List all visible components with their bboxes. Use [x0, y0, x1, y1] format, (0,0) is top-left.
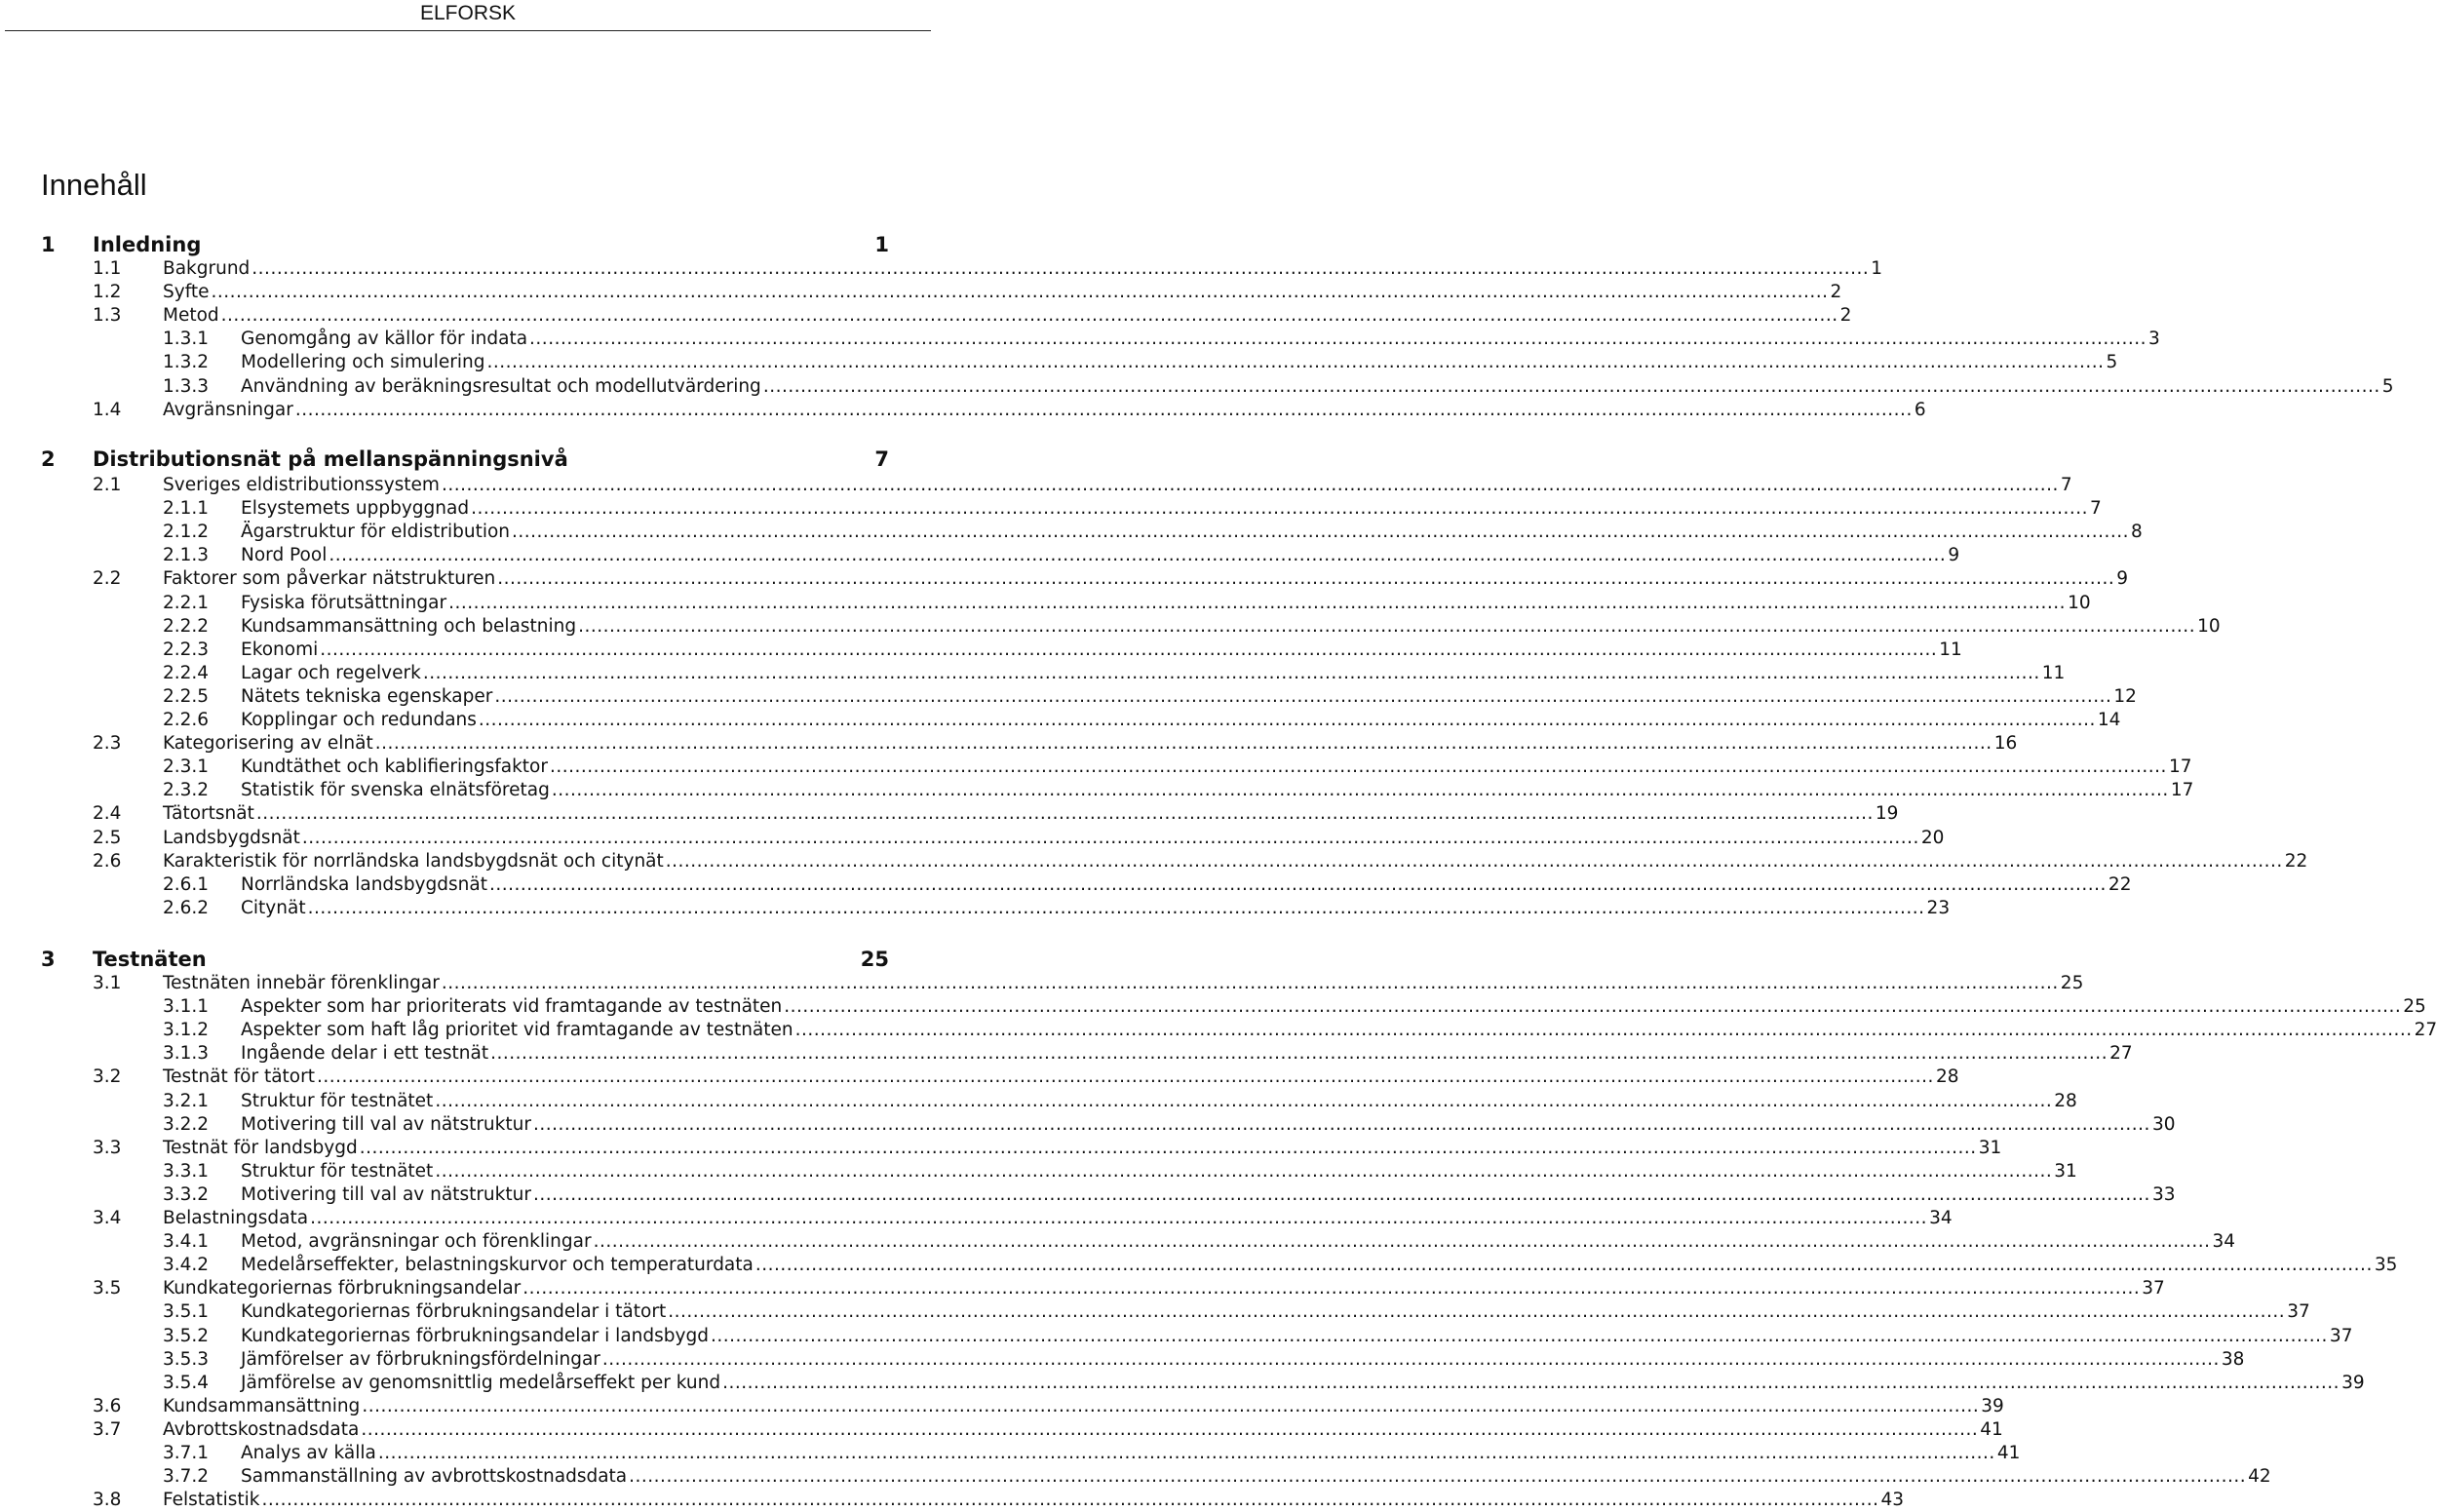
toc-entry-title: Användning av beräkningsresultat och modellutvärdering — [241, 375, 761, 397]
toc-entry[interactable] — [0, 756, 2192, 779]
toc-entry-page: 22 — [2284, 850, 2308, 872]
toc-entry[interactable] — [0, 1465, 2271, 1489]
toc-entry-title: Motivering till val av nätstruktur — [241, 1113, 531, 1135]
toc-entry[interactable] — [0, 1325, 2353, 1348]
toc-entry-page: 37 — [2329, 1325, 2353, 1346]
toc-entry[interactable] — [0, 1207, 1953, 1230]
dot-leader: .................................................................................................................................................................................................................................................................... — [251, 258, 1870, 279]
toc-entry[interactable] — [0, 639, 1962, 662]
toc-entry-number: 3.3 — [93, 1137, 122, 1158]
toc-entry-page: 41 — [1996, 1443, 2021, 1463]
dot-leader: .................................................................................................................................................................................................................................................................... — [377, 1443, 1995, 1463]
toc-entry-number: 3.3.1 — [163, 1160, 210, 1182]
toc-entry-page: 34 — [1929, 1208, 1953, 1228]
toc-entry-page: 25 — [2060, 973, 2084, 993]
toc-entry-number: 2.2.3 — [163, 639, 210, 660]
toc-entry-page: 6 — [1914, 399, 1926, 420]
toc-entry-number: 3.1.3 — [163, 1043, 210, 1065]
toc-entry-title: Metod, avgränsningar och förenklingar — [241, 1231, 592, 1253]
toc-entry-number: 3.1 — [93, 973, 122, 993]
toc-entry-page: 33 — [2151, 1183, 2176, 1205]
dot-leader: .................................................................................................................................................................................................................................................................... — [665, 850, 2283, 872]
dot-leader: .................................................................................................................................................................................................................................................................... — [261, 1490, 1879, 1511]
toc-entry[interactable] — [0, 328, 2160, 351]
toc-entry-title: Nord Pool — [241, 545, 328, 566]
toc-entry-page: 17 — [2168, 756, 2192, 778]
toc-entry[interactable] — [0, 399, 1926, 422]
dot-leader: .................................................................................................................................................................................................................................................................... — [362, 1395, 1980, 1416]
toc-entry-title: Jämförelse av genomsnittlig medelårseffekt per kund — [241, 1372, 721, 1393]
toc-entry-number: 1.1 — [93, 258, 122, 279]
toc-entry[interactable] — [0, 497, 2102, 521]
toc-entry-number: 2.1 — [93, 475, 122, 495]
toc-entry-page: 5 — [2381, 375, 2394, 397]
toc-entry-number: 2.2.6 — [163, 710, 210, 730]
toc-entry[interactable] — [0, 827, 1945, 850]
toc-entry-title: Elsystemets uppbyggnad — [241, 498, 470, 520]
toc-entry-title: Citynät — [241, 897, 306, 918]
toc-entry-page: 39 — [2341, 1372, 2365, 1393]
toc-entry[interactable] — [0, 1113, 2176, 1137]
toc-entry-number: 2.4 — [93, 803, 122, 825]
toc-entry-title: Ingående delar i ett testnät — [241, 1043, 489, 1065]
toc-entry-title: Lagar och regelverk — [241, 662, 421, 683]
toc-entry-title: Fysiska förutsättningar — [241, 592, 447, 613]
toc-entry-number: 3.7 — [93, 1418, 122, 1440]
toc-entry-page: 7 — [874, 447, 889, 471]
toc-entry-page: 19 — [1875, 803, 1899, 825]
toc-entry-number: 3.7.2 — [163, 1466, 210, 1488]
dot-leader: .................................................................................................................................................................................................................................................................... — [316, 1066, 1934, 1088]
dot-leader: .................................................................................................................................................................................................................................................................... — [532, 1113, 2150, 1135]
toc-entry-number: 1.3.1 — [163, 329, 210, 350]
toc-entry[interactable] — [0, 873, 2132, 897]
toc-entry[interactable] — [0, 592, 2091, 615]
toc-entry-page: 28 — [2054, 1090, 2077, 1111]
dot-leader: .................................................................................................................................................................................................................................................................... — [441, 973, 2059, 993]
toc-entry[interactable] — [0, 1066, 1959, 1089]
dot-leader: .................................................................................................................................................................................................................................................................... — [593, 1231, 2211, 1253]
dot-leader: .................................................................................................................................................................................................................................................................... — [784, 996, 2402, 1018]
dot-leader: .................................................................................................................................................................................................................................................................... — [601, 1348, 2220, 1370]
toc-entry-title: Genomgång av källor för indata — [241, 329, 528, 350]
toc-entry[interactable] — [0, 709, 2121, 732]
toc-entry-page: 1 — [874, 233, 889, 256]
toc-entry[interactable] — [0, 615, 2221, 639]
toc-entry[interactable] — [0, 1230, 2236, 1254]
dot-leader: .................................................................................................................................................................................................................................................................... — [494, 685, 2112, 707]
dot-leader: .................................................................................................................................................................................................................................................................... — [668, 1301, 2286, 1323]
toc-entry-title: Nätets tekniska egenskaper — [241, 685, 493, 707]
toc-entry-title: Kundsammansättning och belastning — [241, 615, 577, 637]
dot-leader: .................................................................................................................................................................................................................................................................... — [551, 780, 2169, 801]
dot-leader: .................................................................................................................................................................................................................................................................... — [754, 1255, 2373, 1276]
toc-entry[interactable] — [0, 567, 2129, 591]
toc-entry-title: Felstatistik — [163, 1490, 260, 1511]
toc-entry-number: 3.5 — [93, 1278, 122, 1299]
toc-entry[interactable] — [0, 351, 2118, 374]
dot-leader: .................................................................................................................................................................................................................................................................... — [301, 827, 1919, 848]
toc-entry-title: Motivering till val av nätstruktur — [241, 1183, 531, 1205]
toc-entry-number: 2.3.2 — [163, 780, 210, 801]
toc-entry[interactable] — [0, 1090, 2077, 1113]
toc-entry-page: 34 — [2212, 1231, 2236, 1253]
toc-entry-number: 3.8 — [93, 1490, 122, 1511]
dot-leader: .................................................................................................................................................................................................................................................................... — [578, 615, 2196, 637]
toc-entry[interactable] — [0, 1042, 2133, 1066]
toc-entry-page: 27 — [2414, 1020, 2437, 1041]
toc-entry-title: Bakgrund — [163, 258, 251, 279]
toc-entry-title: Struktur för testnätet — [241, 1090, 434, 1111]
toc-entry-number: 2.2.5 — [163, 685, 210, 707]
toc-entry-number: 3.5.4 — [163, 1372, 210, 1393]
toc-entry-title: Metod — [163, 305, 219, 327]
toc-entry-title: Testnät för tätort — [163, 1066, 315, 1088]
toc-entry[interactable] — [0, 1300, 2310, 1324]
dot-leader: .................................................................................................................................................................................................................................................................... — [532, 1183, 2150, 1205]
toc-entry-number: 1.4 — [93, 399, 122, 420]
dot-leader: .................................................................................................................................................................................................................................................................... — [441, 475, 2059, 495]
dot-leader: .................................................................................................................................................................................................................................................................... — [307, 897, 1925, 918]
toc-entry[interactable] — [0, 1395, 2004, 1418]
toc-entry-title: Testnät för landsbygd — [163, 1137, 358, 1158]
toc-entry-title: Syfte — [163, 282, 210, 303]
toc-entry-number: 2.1.1 — [163, 498, 210, 520]
dot-leader: .................................................................................................................................................................................................................................................................... — [490, 1043, 2108, 1065]
toc-entry-number: 3.2 — [93, 1066, 122, 1088]
dot-leader: .................................................................................................................................................................................................................................................................... — [529, 329, 2147, 350]
toc-entry-page: 9 — [1948, 545, 1960, 566]
dot-leader: .................................................................................................................................................................................................................................................................... — [478, 710, 2096, 730]
toc-entry-title: Sveriges eldistributionssystem — [163, 475, 440, 495]
toc-entry-title: Distributionsnät på mellanspänningsnivå — [93, 447, 568, 471]
dot-leader: .................................................................................................................................................................................................................................................................... — [448, 592, 2067, 613]
toc-entry-number: 3.2.1 — [163, 1090, 210, 1111]
dot-leader: .................................................................................................................................................................................................................................................................... — [320, 639, 1938, 660]
toc-entry-title: Kundkategoriernas förbrukningsandelar — [163, 1278, 522, 1299]
toc-entry[interactable] — [0, 1254, 2398, 1277]
toc-entry[interactable] — [0, 662, 2066, 685]
toc-entry-title: Norrländska landsbygdsnät — [241, 873, 487, 895]
toc-entry-title: Avbrottskostnadsdata — [163, 1418, 360, 1440]
toc-entry[interactable] — [0, 1277, 2165, 1300]
dot-leader: .................................................................................................................................................................................................................................................................... — [310, 1208, 1928, 1228]
toc-entry[interactable] — [0, 897, 1951, 920]
toc-entry-number: 3.5.1 — [163, 1301, 210, 1323]
toc-entry-title: Ägarstruktur för eldistribution — [241, 522, 511, 543]
toc-entry[interactable] — [0, 1442, 2021, 1465]
dot-leader: .................................................................................................................................................................................................................................................................... — [762, 375, 2380, 397]
toc-entry-page: 11 — [1939, 639, 1962, 660]
toc-entry-title: Testnäten — [93, 948, 207, 971]
toc-entry-number: 3.3.2 — [163, 1183, 210, 1205]
toc-entry-title: Belastningsdata — [163, 1208, 309, 1228]
dot-leader: .................................................................................................................................................................................................................................................................... — [422, 662, 2040, 683]
toc-entry-number: 3.4 — [93, 1208, 122, 1228]
toc-entry-title: Kundkategoriernas förbrukningsandelar i tätort — [241, 1301, 667, 1323]
toc-entry-title: Kundtäthet och kablifieringsfaktor — [241, 756, 548, 778]
toc-entry-page: 16 — [1993, 733, 2018, 755]
toc-entry-page: 1 — [1871, 258, 1883, 279]
toc-title: Innehåll — [41, 168, 147, 202]
toc-entry-title: Aspekter som haft låg prioritet vid framtagande av testnäten — [241, 1020, 793, 1041]
dot-leader: .................................................................................................................................................................................................................................................................... — [794, 1020, 2413, 1041]
toc-entry-page: 39 — [1981, 1395, 2004, 1416]
toc-entry-page: 8 — [2130, 522, 2143, 543]
toc-entry-number: 3.1.2 — [163, 1020, 210, 1041]
toc-entry-title: Jämförelser av förbrukningsfördelningar — [241, 1348, 600, 1370]
toc-entry-title: Karakteristik för norrländska landsbygdsnät och citynät — [163, 850, 664, 872]
toc-entry[interactable] — [0, 1137, 2002, 1160]
dot-leader: .................................................................................................................................................................................................................................................................... — [522, 1278, 2141, 1299]
toc-entry-page: 23 — [1926, 897, 1951, 918]
toc-entry-title: Testnäten innebär förenklingar — [163, 973, 440, 993]
toc-entry[interactable] — [0, 685, 2137, 709]
toc-entry[interactable] — [0, 850, 2308, 873]
toc-entry-page: 7 — [2090, 498, 2102, 520]
dot-leader: .................................................................................................................................................................................................................................................................... — [722, 1372, 2340, 1393]
toc-entry-number: 2 — [41, 447, 56, 471]
toc-entry-number: 3.7.1 — [163, 1443, 210, 1463]
running-header: ELFORSK — [419, 2, 517, 24]
toc-entry[interactable] — [0, 1183, 2176, 1207]
dot-leader: .................................................................................................................................................................................................................................................................... — [211, 282, 1829, 303]
toc-entry-title: Statistik för svenska elnätsföretag — [241, 780, 550, 801]
toc-entry-number: 3 — [41, 948, 56, 971]
dot-leader: .................................................................................................................................................................................................................................................................... — [710, 1325, 2328, 1346]
toc-entry-page: 5 — [2106, 352, 2118, 373]
toc-entry[interactable] — [0, 474, 2072, 497]
toc-entry-title: Kundsammansättning — [163, 1395, 361, 1416]
toc-entry[interactable] — [0, 257, 1883, 281]
dot-leader: .................................................................................................................................................................................................................................................................... — [512, 522, 2129, 543]
toc-entry-number: 2.3.1 — [163, 756, 210, 778]
toc-entry-title: Landsbygdsnät — [163, 827, 300, 848]
toc-entry-page: 30 — [2151, 1113, 2176, 1135]
toc-entry-title: Analys av källa — [241, 1443, 376, 1463]
toc-entry-title: Kopplingar och redundans — [241, 710, 477, 730]
toc-entry[interactable] — [0, 1019, 2437, 1042]
toc-entry-page: 37 — [2142, 1278, 2165, 1299]
toc-entry-page: 2 — [1839, 305, 1852, 327]
toc-entry[interactable] — [0, 995, 2426, 1019]
toc-entry-number: 3.5.2 — [163, 1325, 210, 1346]
toc-entry-number: 2.1.3 — [163, 545, 210, 566]
toc-entry[interactable] — [0, 779, 2194, 802]
toc-entry-page: 20 — [1920, 827, 1945, 848]
toc-entry-page: 3 — [2148, 329, 2160, 350]
toc-entry-number: 2.6.2 — [163, 897, 210, 918]
dot-leader: .................................................................................................................................................................................................................................................................... — [497, 568, 2115, 590]
dot-leader: .................................................................................................................................................................................................................................................................... — [435, 1090, 2053, 1111]
toc-entry-page: 27 — [2109, 1043, 2133, 1065]
toc-entry-number: 2.2.1 — [163, 592, 210, 613]
toc-entry-page: 17 — [2170, 780, 2194, 801]
dot-leader: .................................................................................................................................................................................................................................................................... — [486, 352, 2105, 373]
toc-entry-number: 3.4.1 — [163, 1231, 210, 1253]
toc-entry[interactable] — [0, 972, 2084, 995]
toc-entry-number: 3.1.1 — [163, 996, 210, 1018]
toc-entry-page: 11 — [2041, 662, 2066, 683]
dot-leader: .................................................................................................................................................................................................................................................................... — [361, 1418, 1979, 1440]
dot-leader: .................................................................................................................................................................................................................................................................... — [374, 733, 1992, 755]
toc-entry-number: 2.6 — [93, 850, 122, 872]
toc-entry[interactable] — [0, 375, 2394, 399]
toc-entry-title: Aspekter som har prioriterats vid framtagande av testnäten — [241, 996, 783, 1018]
toc-entry-page: 10 — [2197, 615, 2221, 637]
toc-entry-number: 1.3 — [93, 305, 122, 327]
toc-entry-page: 41 — [1980, 1418, 2003, 1440]
toc-entry-page: 7 — [2060, 475, 2072, 495]
toc-entry-number: 2.6.1 — [163, 873, 210, 895]
toc-entry-number: 3.2.2 — [163, 1113, 210, 1135]
dot-leader: .................................................................................................................................................................................................................................................................... — [549, 756, 2167, 778]
dot-leader: .................................................................................................................................................................................................................................................................... — [629, 1466, 2247, 1488]
toc-entry-title: Tätortsnät — [163, 803, 254, 825]
dot-leader: .................................................................................................................................................................................................................................................................... — [435, 1160, 2053, 1182]
dot-leader: .................................................................................................................................................................................................................................................................... — [359, 1137, 1977, 1158]
dot-leader: .................................................................................................................................................................................................................................................................... — [294, 399, 1913, 420]
toc-entry-number: 2.2.2 — [163, 615, 210, 637]
toc-entry-page: 2 — [1830, 282, 1842, 303]
toc-entry-number: 2.3 — [93, 733, 122, 755]
toc-entry-page: 22 — [2108, 873, 2132, 895]
toc-entry-title: Ekonomi — [241, 639, 319, 660]
toc-entry[interactable] — [0, 233, 936, 256]
toc-entry[interactable] — [0, 1418, 2003, 1442]
toc-entry-page: 10 — [2068, 592, 2091, 613]
toc-entry-page: 42 — [2248, 1466, 2271, 1488]
dot-leader: .................................................................................................................................................................................................................................................................... — [220, 305, 1838, 327]
toc-entry-page: 31 — [1978, 1137, 2002, 1158]
toc-entry-page: 37 — [2287, 1301, 2310, 1323]
toc-entry[interactable] — [0, 948, 936, 971]
toc-entry[interactable] — [0, 447, 936, 471]
toc-entry-number: 2.1.2 — [163, 522, 210, 543]
toc-entry-page: 25 — [860, 948, 889, 971]
toc-entry-title: Sammanställning av avbrottskostnadsdata — [241, 1466, 628, 1488]
toc-entry[interactable] — [0, 281, 1842, 304]
toc-entry-number: 2.2.4 — [163, 662, 210, 683]
toc-entry[interactable] — [0, 732, 2018, 756]
toc-entry-page: 14 — [2097, 710, 2121, 730]
toc-entry-number: 1 — [41, 233, 56, 256]
toc-entry[interactable] — [0, 1372, 2365, 1395]
toc-entry-number: 2.5 — [93, 827, 122, 848]
toc-entry-title: Struktur för testnätet — [241, 1160, 434, 1182]
toc-entry-number: 1.3.2 — [163, 352, 210, 373]
toc-entry-number: 1.3.3 — [163, 375, 210, 397]
toc-entry[interactable] — [0, 521, 2143, 544]
toc-entry-number: 1.2 — [93, 282, 122, 303]
dot-leader: .................................................................................................................................................................................................................................................................... — [471, 498, 2089, 520]
toc-entry-page: 12 — [2113, 685, 2137, 707]
toc-entry[interactable] — [0, 802, 1899, 826]
toc-entry-title: Faktorer som påverkar nätstrukturen — [163, 568, 496, 590]
toc-entry[interactable] — [0, 1489, 1905, 1512]
toc-entry-title: Kundkategoriernas förbrukningsandelar i landsbygd — [241, 1325, 709, 1346]
toc-entry[interactable] — [0, 304, 1852, 328]
toc-entry-title: Avgränsningar — [163, 399, 293, 420]
dot-leader: .................................................................................................................................................................................................................................................................... — [488, 873, 2107, 895]
toc-entry-number: 3.6 — [93, 1395, 122, 1416]
toc-entry-page: 31 — [2054, 1160, 2077, 1182]
toc-entry-title: Medelårseffekter, belastningskurvor och temperaturdata — [241, 1255, 754, 1276]
toc-entry-title: Modellering och simulering — [241, 352, 485, 373]
toc-entry-page: 38 — [2221, 1348, 2245, 1370]
toc-entry-page: 35 — [2374, 1255, 2398, 1276]
toc-entry-page: 25 — [2403, 996, 2426, 1018]
toc-entry-page: 28 — [1935, 1066, 1959, 1088]
toc-entry[interactable] — [0, 544, 1960, 567]
toc-entry-title: Inledning — [93, 233, 202, 256]
dot-leader: .................................................................................................................................................................................................................................................................... — [255, 803, 1874, 825]
toc-entry-number: 3.4.2 — [163, 1255, 210, 1276]
toc-entry-number: 2.2 — [93, 568, 122, 590]
toc-entry-number: 3.5.3 — [163, 1348, 210, 1370]
toc-entry-title: Kategorisering av elnät — [163, 733, 373, 755]
dot-leader: .................................................................................................................................................................................................................................................................... — [329, 545, 1947, 566]
toc-entry-page: 43 — [1880, 1490, 1905, 1511]
toc-entry[interactable] — [0, 1160, 2077, 1183]
toc-entry[interactable] — [0, 1348, 2245, 1372]
toc-entry-page: 9 — [2116, 568, 2129, 590]
